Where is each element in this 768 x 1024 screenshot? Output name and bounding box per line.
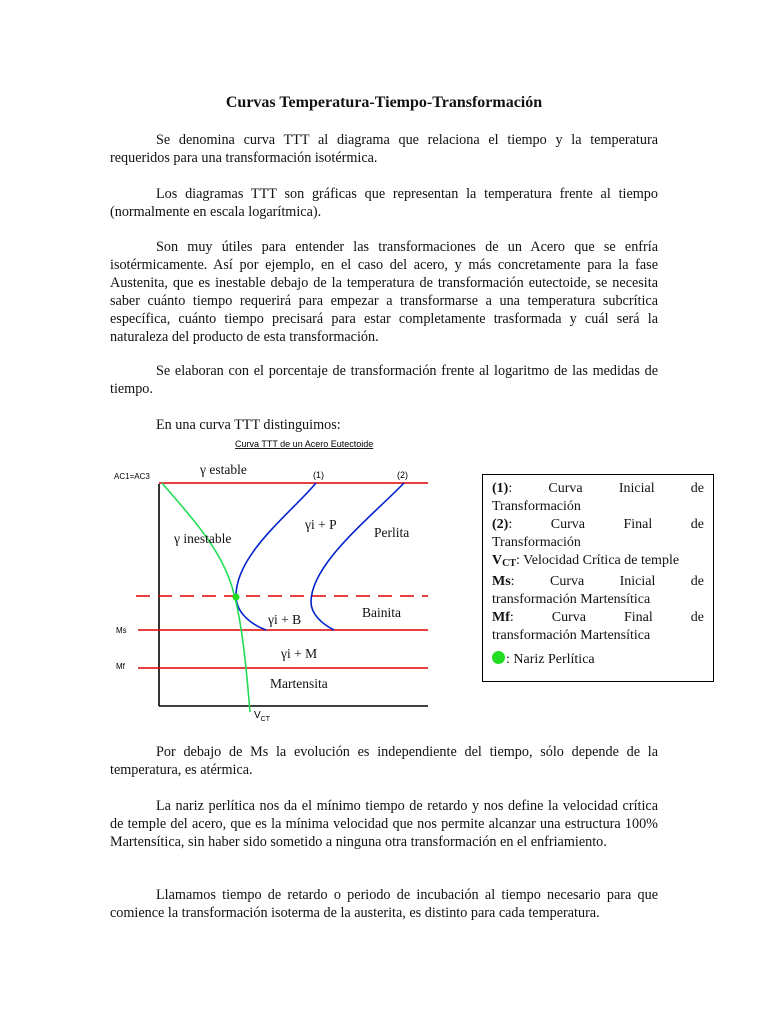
legend-item-5-cont: transformación Martensítica (492, 628, 651, 643)
legend-item-1-cont: Transformación (492, 499, 581, 514)
ttt-diagram (108, 434, 438, 728)
nose-dot (233, 594, 240, 601)
region-martensite: Martensita (270, 676, 328, 691)
diagram-caption: Curva TTT de un Acero Eutectoide (235, 439, 374, 449)
region-unstable: γ inestable (174, 531, 232, 546)
paragraph-5: En una curva TTT distinguimos: (156, 417, 341, 433)
legend-box (482, 474, 714, 682)
legend-item-1: (1): Curva Inicial de (492, 481, 704, 496)
region-gamma-martensite: γi + M (281, 646, 318, 661)
vct-label: $V_{CT}$ (254, 710, 271, 723)
region-perlite: Perlita (374, 525, 410, 540)
region-gamma-bainite: γi + B (268, 612, 302, 627)
legend-item-4: Ms: Curva Inicial de (492, 574, 704, 589)
paragraph-8: Llamamos tiempo de retardo o periodo de incubación al tiempo necesario para que comience la transformación isoterma de la austerita, es distinto para cada temperatura. (110, 887, 658, 921)
legend-item-2-cont: Transformación (492, 535, 581, 550)
curve-1-label: (1) (313, 470, 324, 480)
nose-dot-icon (492, 651, 505, 664)
region-bainite: Bainita (362, 605, 401, 620)
legend-item-6: : Nariz Perlítica (492, 651, 704, 669)
paragraph-7: La nariz perlítica nos da el mínimo tiempo de retardo y nos define la velocidad crítica de temple del acero, que es la mínima velocidad que nos permite alcanzar una estructura 100% Martensítica, sin haber sido sometido a ninguna otra transformación en el enfriamiento. (110, 798, 658, 850)
curve-2-label: (2) (397, 470, 408, 480)
region-gamma-perlite: γi + P (305, 517, 337, 532)
curve-initial (236, 483, 316, 630)
legend-item-3: $V_{CT}$: Velocidad Crítica de temple (492, 553, 680, 569)
page-title: Curvas Temperatura-Tiempo-Transformación (225, 94, 543, 111)
paragraph-6: Por debajo de Ms la evolución es independiente del tiempo, sólo depende de la temperatura, es atérmica. (110, 744, 658, 778)
legend-item-2: (2): Curva Final de (492, 517, 704, 532)
mf-label: Mf (116, 662, 125, 671)
legend-item-5: Mf: Curva Final de (492, 610, 704, 625)
paragraph-4: Se elaboran con el porcentaje de transformación frente al logaritmo de las medidas de tiempo. (110, 363, 658, 397)
ms-label: Ms (116, 626, 127, 635)
region-stable: γ estable (200, 462, 247, 477)
legend-item-4-cont: transformación Martensítica (492, 592, 651, 607)
paragraph-1: Se denomina curva TTT al diagrama que relaciona el tiempo y la temperatura requeridos para una transformación isotérmica. (110, 132, 658, 166)
ac-label: AC1=AC3 (114, 472, 150, 481)
paragraph-3: Son muy útiles para entender las transformaciones de un Acero que se enfría isotérmicamente. Así por ejemplo, en el caso del acero, y más concretamente para la fase Austenita, que es inestable debajo de la temperatura de transformación eutectoide, se necesita saber cuánto tiempo requerirá para empezar a transformarse a una temperatura subcrítica específica, cuánto tiempo precisará para estar completamente trasformada y cuál será la naturaleza del producto de esta transformación. (110, 239, 658, 345)
paragraph-2: Los diagramas TTT son gráficas que representan la temperatura frente al tiempo (normalmente en escala logarítmica). (110, 186, 658, 220)
